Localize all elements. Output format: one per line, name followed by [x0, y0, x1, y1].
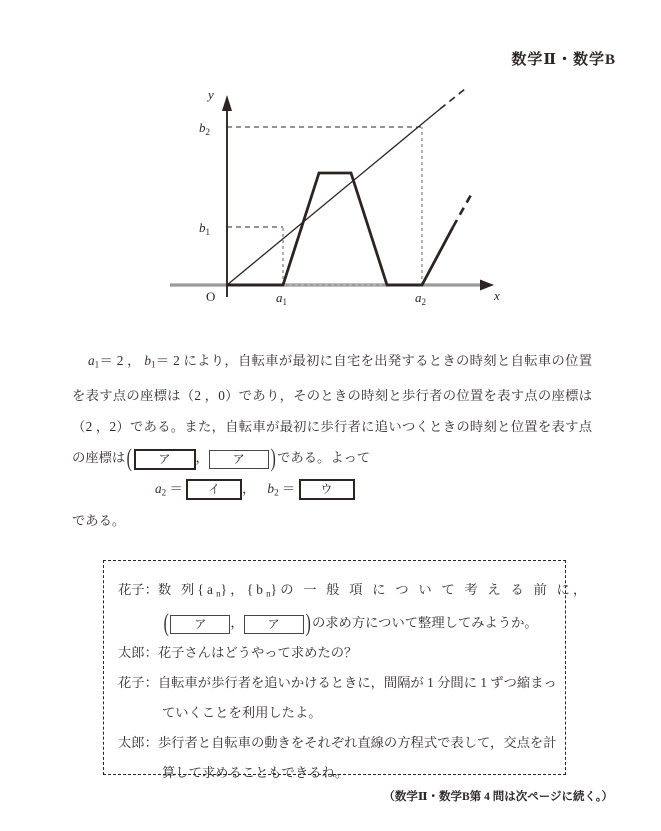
var-b1: b [144, 353, 152, 368]
page-title: 数学Ⅱ・数学B [511, 52, 616, 68]
x-axis-arrow [480, 280, 494, 291]
eq-comma: ， [242, 481, 256, 496]
dialogue-line-3 [118, 638, 549, 668]
tick-label-b1: $b_1$ [199, 220, 210, 237]
dialogue-line-1-sub-a: n [216, 588, 221, 599]
speaker-hanako-1: 花子： [118, 582, 158, 597]
dialogue-line-5: ていくことを利用したよ。 [162, 705, 322, 721]
eq-var-a2-sub: 2 [161, 487, 167, 498]
footer-note: （数学Ⅱ・数学B第 4 問は次ページに続く。） [383, 791, 613, 803]
display-equation [155, 478, 355, 500]
paren-open: ( [126, 445, 132, 473]
paragraph-1 [72, 345, 592, 473]
answer-box-a-first[interactable]: ア [134, 449, 196, 470]
dialogue-line-2 [118, 608, 549, 638]
y-axis-arrow [222, 95, 232, 111]
eq-equals-1: ＝ [169, 481, 183, 496]
paragraph-1-tail: である。よって [277, 450, 371, 466]
dialogue-line-1-text-c: }の 一 般 項 に つ い て 考 え る 前 に， [270, 582, 590, 597]
dialogue-line-4 [118, 668, 557, 698]
var-a1-sub: 1 [94, 359, 100, 370]
closing-text: である。 [72, 513, 126, 528]
dialogue-paren-open: ( [163, 610, 169, 638]
graph-svg [150, 85, 510, 305]
dialogue-line-3-text: 花子さんはどうやって求めたの？ [157, 645, 358, 661]
dialogue-line-1-sub-b: n [266, 588, 271, 599]
tick-label-b2: $b_2$ [199, 120, 210, 137]
y-axis-label: y [208, 87, 214, 102]
dialogue-line-6-text: 歩行者と自転車の動きをそれぞれ直線の方程式で表して，交点を計 [157, 735, 557, 751]
var-a1: a [88, 353, 95, 368]
answer-box-u[interactable]: ウ [299, 479, 355, 500]
var-b1-sub: 1 [151, 359, 156, 370]
dialogue-line-1 [118, 575, 590, 608]
dialogue-line-7: 算して求めることもできるね。 [162, 765, 349, 781]
speaker-hanako-2: 花子： [118, 675, 158, 691]
paragraph-1-main: ＝ 2 により，自転車が最初に自宅を出発するときの時刻と自転車の位置を表す点の座標は（2 ，0）であり，そのときの時刻と歩行者の位置を表す点の座標は（2 ，2）である。また，自転車が最初に歩行者に追いつくときの時刻と位置を表す点の座標は [72, 353, 593, 466]
dialogue-line-4-text: 自転車が歩行者を追いかけるときに，間隔が 1 分間に 1 ずつ縮まっ [157, 675, 557, 691]
dialogue-line-2-text: の求め方について整理してみようか。 [311, 615, 538, 631]
eq-a1-value: ＝ 2 ， [99, 353, 141, 368]
dialogue-line-1-text-a: 数 列{a [157, 582, 217, 597]
graph-figure [150, 85, 510, 305]
dialogue-coord-comma: ， [230, 615, 244, 631]
dialogue-line-1-text-b: }，{b [220, 582, 267, 597]
tick-label-a1: $a_1$ [276, 290, 287, 305]
origin-label: O [206, 289, 216, 304]
tick-label-a2: $a_2$ [415, 290, 426, 305]
pedestrian-line-dashed [440, 89, 465, 109]
speaker-taro-1: 太郎： [118, 645, 158, 661]
bicycle-path-dashed [453, 193, 472, 227]
answer-box-i[interactable]: イ [186, 479, 242, 500]
eq-equals-2: ＝ [281, 481, 296, 496]
dialogue-box [103, 560, 590, 781]
dialogue-content [104, 561, 590, 788]
coord-comma: ， [195, 450, 209, 466]
dialogue-line-6 [118, 728, 557, 758]
dialogue-answer-box-a-first[interactable]: ア [170, 615, 230, 634]
bicycle-path [227, 173, 453, 285]
x-axis-label: x [494, 288, 500, 303]
paren-close: ) [270, 445, 276, 473]
dialogue-paren-close: ) [305, 610, 311, 638]
answer-box-a-second[interactable]: ア [209, 450, 269, 469]
body-text [72, 345, 592, 473]
eq-var-b2: b [267, 481, 275, 496]
speaker-taro-2: 太郎： [118, 735, 158, 751]
eq-var-b2-sub: 2 [274, 487, 279, 498]
dialogue-answer-box-a-second[interactable]: ア [244, 615, 304, 634]
eq-var-a2: a [155, 481, 162, 496]
pedestrian-line [227, 109, 440, 285]
